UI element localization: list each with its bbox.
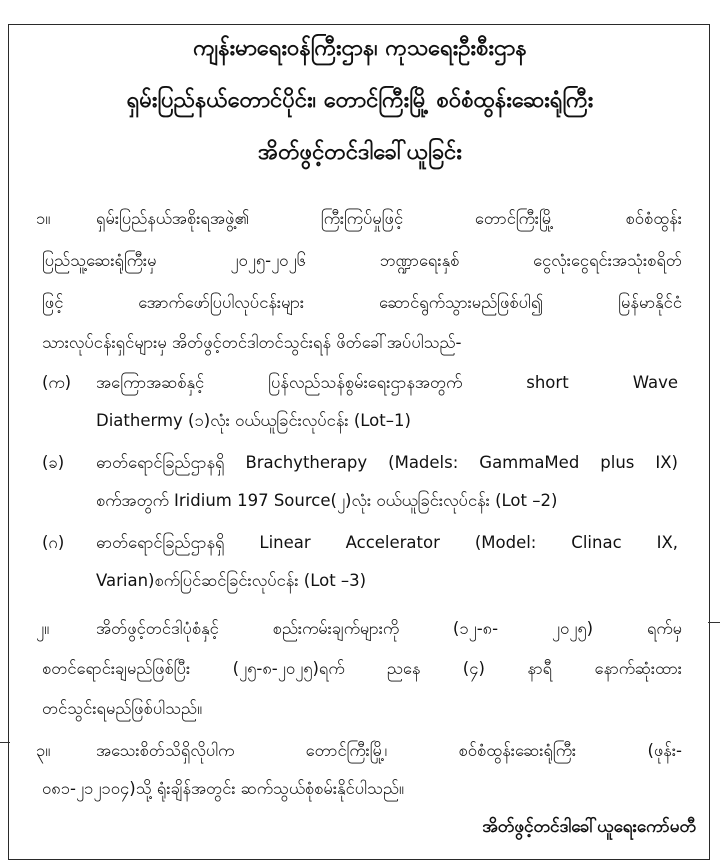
paragraph-1-line-3: ဖြင့် အောက်ဖော်ပြပါလုပ်ငန်းများ ဆောင်ရွက်သွားမည်ဖြစ်ပါ၍ မြန်မာနိုင်ငံ — [42, 293, 682, 312]
paragraph-2-number: ၂။ — [36, 619, 50, 638]
paragraph-2-line-2: စတင်ရောင်းချမည်ဖြစ်ပြီး (၂၅-၈-၂၀၂၅)ရက် ညနေ (၄) နာရီ နောက်ဆုံးထား — [42, 659, 682, 678]
paragraph-3-line-1: အသေးစိတ်သိရှိလိုပါက တောင်ကြီးမြို့၊ စဝ်စံထွန်းဆေးရုံကြီး (ဖုန်း- — [96, 741, 682, 760]
paragraph-2-line-3: တင်သွင်းရမည်ဖြစ်ပါသည်။ — [42, 699, 203, 718]
title-hospital: ရှမ်းပြည်နယ်တောင်ပိုင်း၊ တောင်ကြီးမြို့ စဝ်စံထွန်းဆေးရုံကြီး — [126, 88, 594, 113]
title-ministry: ကျန်းမာရေးဝန်ကြီးဌာန၊ ကုသရေးဦးစီးဌာန — [193, 36, 527, 61]
paragraph-3-number: ၃။ — [36, 741, 51, 760]
tender-item-label: (ဂ) — [42, 533, 65, 552]
cut-mark-right — [708, 622, 720, 623]
tender-item-line-2: Diathermy (၁)လုံး ဝယ်ယူခြင်းလုပ်ငန်း (Lot–1) — [96, 411, 411, 430]
paragraph-2-line-1: အိတ်ဖွင့်တင်ဒါပုံစံနှင့် စည်းကမ်းချက်များကို (၁၂-၈- ၂၀၂၅) ရက်မှ — [96, 619, 682, 638]
tender-item-line-1: အကြောအဆစ်နှင့် ပြန်လည်သန်စွမ်းရေးဌာနအတွက် short Wave — [96, 373, 678, 392]
tender-item-line-1: ဓာတ်ရောင်ခြည်ဌာနရှိ Linear Accelerator (Model: Clinac IX, — [96, 533, 678, 552]
paragraph-1-line-4: သားလုပ်ငန်းရှင်များမှ အိတ်ဖွင့်တင်ဒါတင်သွင်းရန် ဖိတ်ခေါ်အပ်ပါသည်- — [42, 333, 462, 352]
paragraph-1-line-2: ပြည်သူ့ဆေးရုံကြီးမှ ၂၀၂၅-၂၀၂၆ ဘဏ္ဍာရေးနှစ် ငွေလုံးငွေရင်းအသုံးစရိတ် — [42, 251, 682, 270]
paragraph-1-number: ၁။ — [36, 209, 51, 228]
tender-item-label: (က) — [42, 373, 72, 392]
title-tender-notice: အိတ်ဖွင့်တင်ဒါခေါ်ယူခြင်း — [258, 140, 462, 165]
tender-item-label: (ခ) — [42, 453, 65, 472]
committee-signature: အိတ်ဖွင့်တင်ဒါခေါ်ယူရေးကော်မတီ — [482, 817, 696, 837]
tender-item-line-2: Varian)စက်ပြင်ဆင်ခြင်းလုပ်ငန်း (Lot –3) — [96, 571, 367, 590]
tender-item-line-1: ဓာတ်ရောင်ခြည်ဌာနရှိ Brachytherapy (Madels: GammaMed plus IX) — [96, 453, 678, 472]
paragraph-1-line-1: ရှမ်းပြည်နယ်အစိုးရအဖွဲ့၏ ကြီးကြပ်မှုဖြင့် တောင်ကြီးမြို့ စဝ်စံထွန်း — [96, 209, 682, 228]
tender-item-line-2: စက်အတွက် Iridium 197 Source(၂)လုံး ဝယ်ယူခြင်းလုပ်ငန်း (Lot –2) — [96, 491, 558, 510]
cut-mark-left — [0, 742, 10, 743]
paragraph-3-line-2: ၀၈၁-၂၁၂၁၀၄)သို့ ရုံးချိန်အတွင်း ဆက်သွယ်စုံစမ်းနိုင်ပါသည်။ — [42, 779, 404, 798]
